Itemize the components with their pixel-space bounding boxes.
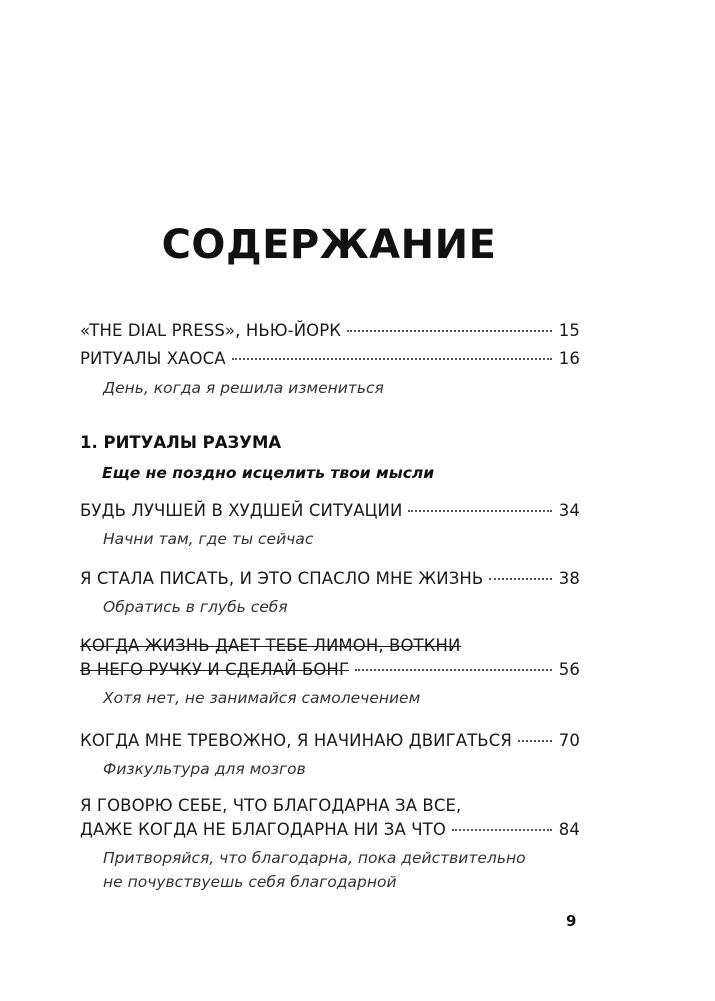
dot-leader <box>452 829 552 831</box>
toc-entry-subtitle: Физкультура для мозгов <box>103 760 306 778</box>
toc-entry-title-line2: В НЕГО РУЧКУ И СДЕЛАЙ БОНГ <box>80 658 349 682</box>
toc-entry-page: 15 <box>558 321 580 340</box>
toc-entry-title: РИТУАЛЫ ХАОСА <box>80 349 226 368</box>
dot-leader <box>489 578 552 580</box>
toc-entry-title-line2: ДАЖЕ КОГДА НЕ БЛАГОДАРНА НИ ЗА ЧТО <box>80 820 446 839</box>
toc-entry-line <box>80 567 580 591</box>
toc-entry[interactable] <box>80 347 580 400</box>
dot-leader <box>518 740 552 742</box>
toc-entry-subtitle-line2: не почувствуешь себя благодарной <box>103 873 397 891</box>
section-subheading: Еще не поздно исцелить твои мысли <box>102 464 435 482</box>
toc-entry[interactable] <box>80 319 580 343</box>
toc-entry-title-line1: КОГДА ЖИЗНЬ ДАЕТ ТЕБЕ ЛИМОН, ВОТКНИ <box>80 634 461 658</box>
toc-entry[interactable] <box>80 729 580 781</box>
toc-entry-page: 38 <box>558 569 580 588</box>
toc-entry-subtitle-line1: Притворяйся, что благодарна, пока действительно <box>103 849 526 867</box>
toc-entry-line <box>80 658 580 682</box>
toc-entry-subtitle: Хотя нет, не занимайся самолечением <box>103 689 421 707</box>
toc-entry-title: БУДЬ ЛУЧШЕЙ В ХУДШЕЙ СИТУАЦИИ <box>80 501 403 520</box>
toc-entry-subtitle: Обратись в глубь себя <box>103 598 288 616</box>
toc-entry[interactable] <box>80 634 580 710</box>
dot-leader <box>232 358 552 360</box>
toc-entry-page: 84 <box>558 820 580 839</box>
toc-entry-page: 34 <box>558 501 580 520</box>
page-title: СОДЕРЖАНИЕ <box>161 222 497 268</box>
toc-entry-line <box>80 634 580 658</box>
page-number: 9 <box>566 912 577 930</box>
toc-entry[interactable] <box>80 499 580 551</box>
toc-entry-line <box>80 818 580 842</box>
section-heading: 1. РИТУАЛЫ РАЗУМА <box>80 433 282 452</box>
toc-entry-title: КОГДА МНЕ ТРЕВОЖНО, Я НАЧИНАЮ ДВИГАТЬСЯ <box>80 731 512 750</box>
toc-entry-subtitle: День, когда я решила измениться <box>103 379 384 397</box>
toc-entry-title: «THE DIAL PRESS», НЬЮ-ЙОРК <box>80 321 342 340</box>
toc-entry[interactable] <box>80 794 580 894</box>
toc-entry-line <box>80 319 580 343</box>
dot-leader <box>408 510 552 512</box>
toc-entry[interactable] <box>80 567 580 619</box>
toc-entry-line <box>80 499 580 523</box>
toc-entry-page: 16 <box>558 349 580 368</box>
toc-entry-line <box>80 347 580 371</box>
toc-entry-line <box>80 794 580 818</box>
toc-entry-line <box>80 729 580 753</box>
toc-entry-subtitle: Начни там, где ты сейчас <box>103 530 314 548</box>
toc-entry-page: 56 <box>558 660 580 679</box>
dot-leader <box>355 669 552 671</box>
dot-leader <box>347 330 552 332</box>
toc-entry-title: Я СТАЛА ПИСАТЬ, И ЭТО СПАСЛО МНЕ ЖИЗНЬ <box>80 569 484 588</box>
toc-entry-page: 70 <box>558 731 580 750</box>
toc-entry-title-line1: Я ГОВОРЮ СЕБЕ, ЧТО БЛАГОДАРНА ЗА ВСЕ, <box>80 796 462 815</box>
